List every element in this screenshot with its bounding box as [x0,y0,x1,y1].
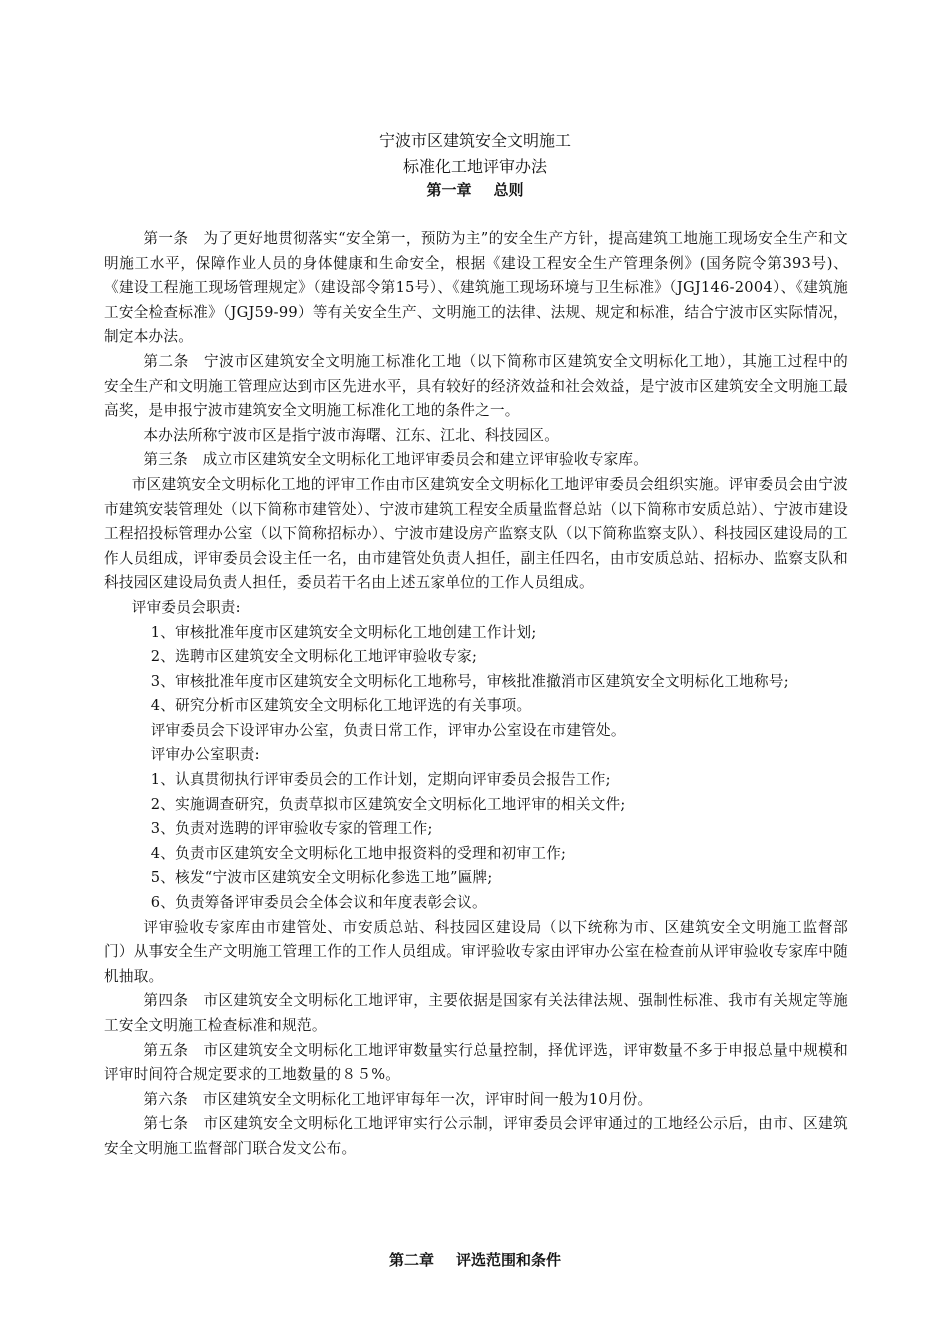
office-paragraph: 评审委员会下设评审办公室，负责日常工作，评审办公室设在市建管处。 [150,721,626,739]
chapter-1-name: 总则 [493,181,524,199]
chapter-2-heading [0,1250,950,1270]
chapter-1-heading [0,180,950,200]
committee-paragraph: 市区建筑安全文明标化工地的评审工作由市区建筑安全文明标化工地评审委员会组织实施。评审委员会由宁波市建筑安装管理处（以下简称市建管处）、宁波市建筑工程安全质量监督总站（以下简称市安质总站）、宁波市建设工程招投标管理办公室（以下简称招标办）、宁波市建设房产监察支队（以下简称监察支队）、科技园区建设局的工作人员组成，评审委员会设主任一名，由市建管处负责人担任，副主任四名，由市安质总站、招标办、监察支队和科技园区建设局负责人担任，委员若干名由上述五家单位的工作人员组成。 [104,475,848,592]
document-subtitle: 标准化工地评审办法 [402,157,547,176]
chapter-1-number: 第一章 [426,181,472,199]
document-title: 宁波市区建筑安全文明施工 [378,131,571,150]
list-item: 1、审核批准年度市区建筑安全文明标化工地创建工作计划; [150,623,537,641]
office-duties-heading: 评审办公室职责: [150,746,260,764]
list-item: 2、选聘市区建筑安全文明标化工地评审验收专家; [150,648,478,666]
chapter-1-body [104,227,848,1162]
list-item: 5、核发“宁波市区建筑安全文明标化参选工地”匾牌; [150,869,493,887]
list-item: 3、审核批准年度市区建筑安全文明标化工地称号，审核批准撤消市区建筑安全文明标化工地称号; [150,672,789,690]
article-5-paragraph: 第五条 市区建筑安全文明标化工地评审数量实行总量控制，择优评选，评审数量不多于申报总量中规模和评审时间符合规定要求的工地数量的８５%。 [104,1041,848,1084]
expert-pool-paragraph: 评审验收专家库由市建管处、市安质总站、科技园区建设局（以下统称为市、区建筑安全文明施工监督部门）从事安全生产文明施工管理工作的工作人员组成。审评验收专家由评审办公室在检查前从评审验收专家库中随机抽取。 [104,918,848,985]
article-1-paragraph: 第一条 为了更好地贯彻落实“安全第一，预防为主”的安全生产方针，提高建筑工地施工现场安全生产和文明施工水平，保障作业人员的身体健康和生命安全，根据《建设工程安全生产管理条例》(国务院令第393号)、《建设工程施工现场管理规定》（建设部令第15号）、《建筑施工现场环境与卫生标准》（JGJ146-2004）、《建筑施工安全检查标准》（JGJ59-99）等有关安全生产、文明施工的法律、法规、规定和标准，结合宁波市区实际情况，制定本办法。 [104,230,848,346]
chapter-2-number: 第二章 [388,1251,434,1269]
list-item: 4、负责市区建筑安全文明标化工地申报资料的受理和初审工作; [150,844,567,862]
committee-duties-heading: 评审委员会职责: [131,598,241,616]
article-4-paragraph: 第四条 市区建筑安全文明标化工地评审，主要依据是国家有关法律法规、强制性标准、我市有关规定等施工安全文明施工检查标准和规范。 [104,992,848,1034]
article-2-paragraph: 第二条 宁波市区建筑安全文明施工标准化工地（以下简称市区建筑安全文明标化工地），其施工过程中的安全生产和文明施工管理应达到市区先进水平，具有较好的经济效益和社会效益，是宁波市区建筑安全文明施工最高奖，是申报宁波市建筑安全文明施工标准化工地的条件之一。 [104,352,848,420]
scope-paragraph: 本办法所称宁波市区是指宁波市海曙、江东、江北、科技园区。 [143,426,560,444]
list-item: 2、实施调查研究，负责草拟市区建筑安全文明标化工地评审的相关文件; [150,795,626,813]
list-item: 1、认真贯彻执行评审委员会的工作计划，定期向评审委员会报告工作; [150,771,611,789]
list-item: 3、负责对选聘的评审验收专家的管理工作; [150,820,433,838]
list-item: 6、负责筹备评审委员会全体会议和年度表彰会议。 [150,894,487,912]
article-7-paragraph: 第七条 市区建筑安全文明标化工地评审实行公示制，评审委员会评审通过的工地经公示后，由市、区建筑安全文明施工监督部门联合发文公布。 [104,1115,848,1157]
article-3-paragraph: 第三条 成立市区建筑安全文明标化工地评审委员会和建立评审验收专家库。 [143,451,649,469]
chapter-2-name: 评选范围和条件 [456,1251,562,1269]
list-item: 4、研究分析市区建筑安全文明标化工地评选的有关事项。 [150,697,532,715]
article-6-paragraph: 第六条 市区建筑安全文明标化工地评审每年一次，评审时间一般为10月份。 [143,1090,653,1108]
